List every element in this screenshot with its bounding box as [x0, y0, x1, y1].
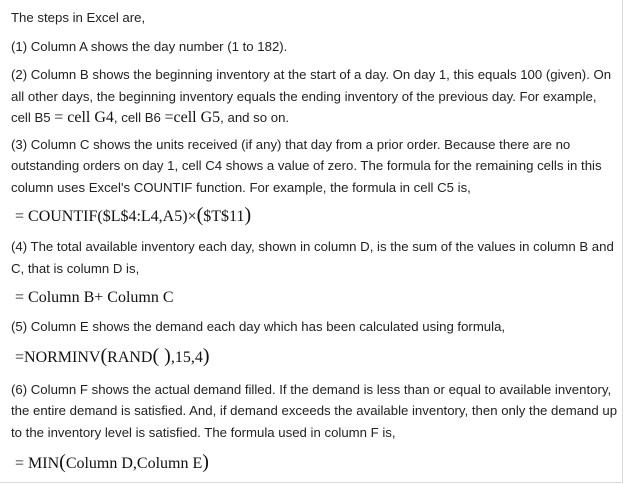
formula-countif: [11, 206, 619, 228]
formula-sum: = Column B+ Column C: [15, 289, 174, 306]
step-2-text: [11, 64, 619, 129]
formula-norminv-rand: RAND: [107, 348, 153, 366]
formula-min: [11, 452, 619, 476]
formula-countif-main: = COUNTIF($L$4:L4,A5): [15, 208, 188, 225]
formula-norminv-rand-open: (: [152, 344, 160, 367]
formula-min-close-paren: ): [202, 451, 209, 473]
formula-norminv-rand-close: ): [159, 344, 171, 367]
formula-norminv-args: ,15,4: [170, 348, 203, 366]
step-2-text-mid: , cell B6: [113, 110, 165, 125]
formula-min-prefix: = MIN: [15, 455, 60, 472]
formula-min-open-paren: (: [59, 451, 66, 473]
step-2-text-after: , and so on.: [220, 110, 290, 125]
formula-countif-open-paren: (: [196, 204, 204, 226]
step-3-text: (3) Column C shows the units received (if any) that day from a prior order. Because there are no outstanding orders on day 1, cell C4 shows a value of zero. The formula for the remaining cells in this column uses Excel's COUNTIF function. For example, the formula in cell C5 is,: [11, 136, 602, 195]
formula-min-args: Column D,Column E: [65, 455, 203, 472]
formula-countif-cell: $T$11: [203, 208, 245, 225]
step-4-text: (4) The total available inventory each day, shown in column D, is the sum of the values in column B and C, that is column D is,: [11, 239, 614, 276]
step-5-text: (5) Column E shows the demand each day which has been calculated using formula,: [11, 319, 506, 334]
formula-norminv-prefix: =NORMINV: [15, 348, 101, 366]
formula-norminv-close-paren: ): [202, 344, 210, 367]
formula-countif-close-paren: ): [244, 204, 252, 226]
intro-text: The steps in Excel are,: [11, 10, 146, 25]
formula-countif-times: ×: [187, 208, 197, 225]
formula-norminv: [11, 346, 619, 370]
step-6-text: (6) Column F shows the actual demand filled. If the demand is less than or equal to available inventory, the entire demand is satisfied. And, if demand exceeds the available inventory, then only the demand up to the inventory level is satisfied. The formula used in column F is,: [11, 381, 618, 440]
step-2-math-b5: = cell G4: [54, 109, 114, 126]
step-2-math-b6: =cell G5: [164, 109, 221, 126]
step-2-text-before: (2) Column B shows the beginning inventory at the start of a day. On day 1, this equals 100 (given). On all other days, the beginning inventory equals the ending inventory of the previous day. For example, cell B5: [11, 67, 612, 125]
formula-norminv-open-paren: (: [100, 344, 108, 367]
step-1-text: (1) Column A shows the day number (1 to 182).: [11, 38, 288, 54]
